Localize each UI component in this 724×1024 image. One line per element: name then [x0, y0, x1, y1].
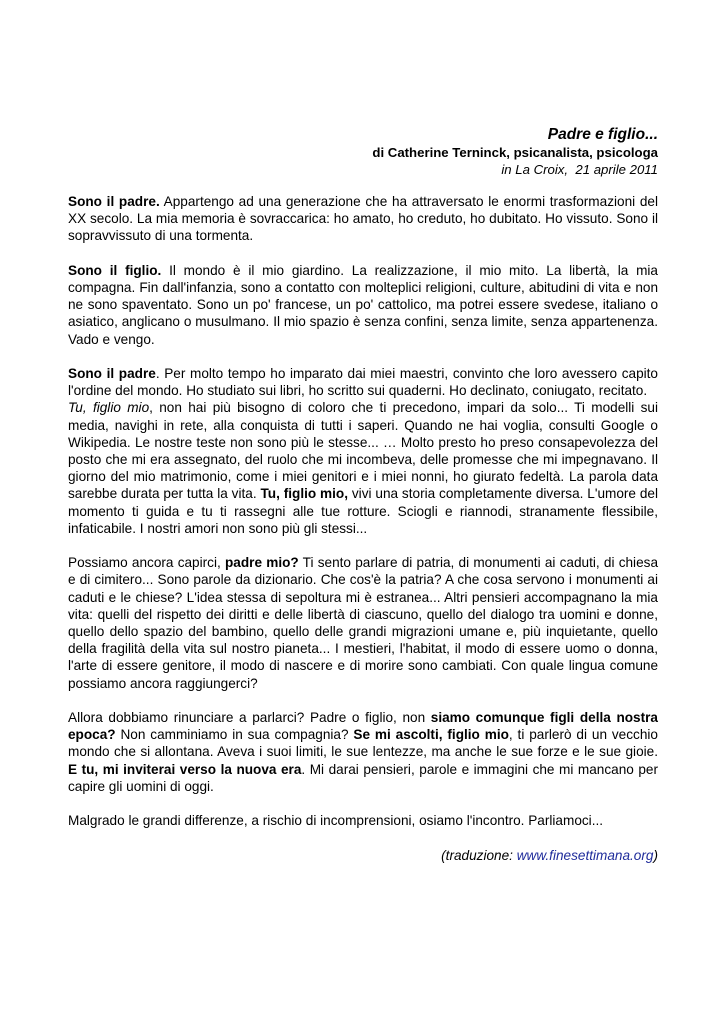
article-header: [68, 125, 658, 178]
article-title: Padre e figlio...: [547, 126, 658, 143]
paragraph-text: Ti sento parlare di patria, di monumenti ai caduti, di chiesa e di cimitero... Sono parole da dizionario. Che cos'è la patria? A che cosa servono i monumenti ai caduti e le chiese? L'idea stessa di sepoltura mi è estranea... Altri pensieri accompagnano la mia vita: quelli del rispetto dei diritti e delle libertà di ciascuno, quello del dialogo tra uomini e donne, quello dello spazio del bambino, quello delle grandi migrazioni umane e, più inquietante, quello della fragilità della vita sul nostro pianeta... I mestieri, l'habitat, il modo di essere uomo o donna, l'arte di essere genitore, il modo di nascere e di morire sono cambiati. Con quale lingua comune possiamo ancora raggiungerci?: [68, 555, 658, 691]
translation-prefix: (traduzione:: [441, 847, 517, 863]
paragraph-bold: Tu, figlio mio,: [260, 486, 349, 502]
paragraph-5: [68, 709, 658, 795]
paragraph-text: Non camminiamo in sua compagnia?: [115, 727, 354, 743]
translation-link[interactable]: www.finesettimana.org: [516, 847, 654, 863]
paragraph-emphasis: Tu, figlio mio: [68, 400, 150, 416]
paragraph-lead: Sono il padre.: [68, 194, 160, 209]
translation-suffix: ): [653, 847, 658, 863]
paragraph-text: , non hai più bisogno di coloro che ti precedono, impari da solo... Ti modelli sui media, navighi in rete, alla conquista di tutti i saperi. Quando ne hai voglia, consulti Google o Wikipedia. Le nostre teste non sono più le stesse... … Molto presto ho preso consapevolezza del posto che mi era assegnato, del ruolo che mi incombeva, delle promesse che mi impegnavano. Il giorno del mio matrimonio, come i miei genitori e i miei nonni, ho giurato fedeltà. La parola data sarebbe durata per tutta la vita.: [68, 400, 659, 502]
paragraph-1: [68, 193, 658, 245]
paragraph-6: [68, 812, 658, 829]
paragraph-2: [68, 262, 658, 348]
paragraph-text: . Mi darai pensieri, parole e immagini che mi mancano per capire gli uomini di oggi.: [68, 761, 658, 794]
article-source: in La Croix, 21 aprile 2011: [501, 162, 658, 177]
paragraph-text: . Per molto tempo ho imparato dai miei maestri, convinto che loro avessero capito l'ordine del mondo. Ho studiato sui libri, ho scritto sui quaderni. Ho declinato, coniugato, recitato.: [68, 366, 658, 399]
paragraph-text: Allora dobbiamo rinunciare a parlarci? Padre o figlio, non: [68, 710, 431, 726]
paragraph-bold: Se mi ascolti, figlio mio: [353, 727, 509, 743]
paragraph-3: [68, 365, 658, 537]
paragraph-text: vivi una storia completamente diversa. L'umore del momento ti guida e tu ti rassegni alle tue rotture. Sciogli e riannodi, stranamente flessibile, infaticabile. I nostri amori non sono più gli stessi...: [68, 486, 659, 536]
paragraph-text: , ti parlerò di un vecchio mondo che si allontana. Aveva i suoi limiti, le sue lentezze, ma anche le sue forze e le sue gioie.: [68, 727, 658, 760]
article-body: [68, 193, 658, 864]
paragraph-text: Appartengo ad una generazione che ha attraversato le enormi trasformazioni del XX secolo. La mia memoria è sovraccarica: ho amato, ho creduto, ho dubitato. Ho vissuto. Sono il sopravvissuto di una tormenta.: [68, 194, 658, 244]
paragraph-bold: siamo comunque figli della nostra epoca?: [68, 710, 658, 743]
paragraph-lead: Sono il figlio.: [68, 262, 162, 278]
paragraph-text: Possiamo ancora capirci,: [68, 555, 225, 571]
translation-credit: [68, 847, 658, 864]
paragraph-bold: padre mio?: [224, 555, 299, 571]
paragraph-text: Malgrado le grandi differenze, a rischio di incomprensioni, osiamo l'incontro. Parliamoci...: [68, 813, 604, 829]
paragraph-text: Il mondo è il mio giardino. La realizzazione, il mio mito. La libertà, la mia compagna. Fin dall'infanzia, sono a contatto con molteplici religioni, culture, abitudini di vita e non ne sono spaventato. Sono un po' francese, un po' cattolico, ma potrei essere svedese, italiano o asiatico, anglicano o musulmano. Il mio spazio è senza confini, senza limite, senza appartenenza. Vado e vengo.: [68, 262, 658, 347]
paragraph-bold: E tu, mi inviterai verso la nuova era: [68, 761, 302, 777]
paragraph-4: [68, 554, 658, 692]
article-author: di Catherine Terninck, psicanalista, psicologa: [372, 145, 658, 160]
paragraph-lead: Sono il padre: [68, 366, 156, 381]
